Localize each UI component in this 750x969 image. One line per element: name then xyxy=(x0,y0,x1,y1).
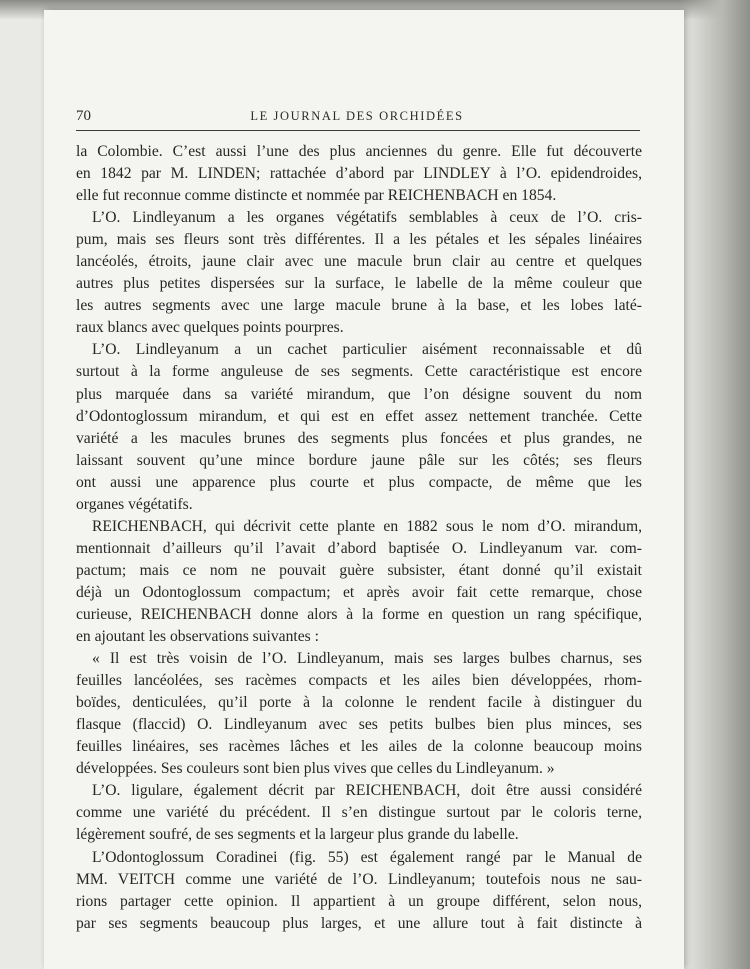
text-line: curieuse, REICHENBACH donne alors à la forme en question un rang spécifique, xyxy=(76,605,642,623)
text-line: d’Odontoglossum mirandum, et qui est en effet assez nettement tranchée. Cette xyxy=(76,407,642,425)
text-line: L’Odontoglossum Coradinei (fig. 55) est également rangé par le Manual de xyxy=(92,848,642,866)
text-line: variété a les macules brunes des segments plus foncées et plus grandes, ne xyxy=(76,429,642,447)
text-line: L’O. Lindleyanum a les organes végétatifs semblables à ceux de l’O. cris- xyxy=(92,209,642,227)
text-line: raux blancs avec quelques points pourpres. xyxy=(76,319,344,337)
text-line: ont aussi une apparence plus courte et plus compacte, de même que les xyxy=(76,473,642,491)
text-line: la Colombie. C’est aussi l’une des plus anciennes du genre. Elle fut découverte xyxy=(76,143,642,160)
text-line: flasque (flaccid) O. Lindleyanum avec ses petits bulbes bien plus minces, ses xyxy=(76,716,642,734)
text-line: laissant souvent qu’une mince bordure jaune pâle sur les côtés; ses fleurs xyxy=(76,451,642,469)
scan-right-shadow xyxy=(680,0,750,969)
text-line: organes végétatifs. xyxy=(76,495,193,513)
text-line: feuilles lancéolées, ses racèmes compacts et les ailes bien développées, rhom- xyxy=(76,672,642,690)
text-line: boïdes, denticulées, qu’il porte à la colonne le rendent facile à distinguer du xyxy=(76,694,642,712)
text-line: plus marquée dans sa variété mirandum, que l’on désigne souvent du nom xyxy=(76,385,642,403)
text-line: en ajoutant les observations suivantes : xyxy=(76,628,319,646)
text-line: mentionnait d’ailleurs qu’il l’avait d’abord baptisée O. Lindleyanum var. com- xyxy=(76,539,642,557)
text-line: légèrement soufré, de ses segments et la largeur plus grande du labelle. xyxy=(76,826,519,844)
text-line: surtout à la forme anguleuse de ses segments. Cette caractéristique est encore xyxy=(76,363,642,381)
text-line: comme une variété du précédent. Il s’en distingue surtout par le coloris terne, xyxy=(76,804,642,822)
text-line: MM. VEITCH comme une variété de l’O. Lindleyanum; toutefois nous ne sau- xyxy=(76,870,642,888)
text-line: lancéolés, étroits, jaune clair avec une macule brun clair au centre et quelques xyxy=(76,253,642,271)
text-line: feuilles linéaires, ses racèmes lâches et les ailes de la colonne beaucoup moins xyxy=(76,738,642,756)
page-number: 70 xyxy=(76,108,91,124)
text-line: REICHENBACH, qui décrivit cette plante en 1882 sous le nom d’O. mirandum, xyxy=(92,517,642,535)
header-rule xyxy=(76,130,640,131)
text-line: par ses segments beaucoup plus larges, et une allure tout à fait distincte à xyxy=(76,914,642,932)
text-line: développées. Ses couleurs sont bien plus vives que celles du Lindleyanum. » xyxy=(76,760,555,778)
text-line: pum, mais ses fleurs sont très différentes. Il a les pétales et les sépales linéaires xyxy=(76,231,642,249)
text-line: les autres segments avec une large macule brune à la base, et les lobes laté- xyxy=(76,297,642,315)
text-line: déjà un Odontoglossum compactum; et après avoir fait cette remarque, chose xyxy=(76,583,642,601)
running-title: LE JOURNAL DES ORCHIDÉES xyxy=(250,109,464,123)
text-line: L’O. Lindleyanum a un cachet particulier aisément reconnaissable et dû xyxy=(92,341,642,359)
text-line: pactum; mais ce nom ne pouvait guère subsister, étant donné qu’il existait xyxy=(76,561,642,579)
text-line: en 1842 par M. LINDEN; rattachée d’abord par LINDLEY à l’O. epidendroides, xyxy=(76,165,642,183)
text-line: « Il est très voisin de l’O. Lindleyanum, mais ses larges bulbes charnus, ses xyxy=(92,650,642,668)
page-header xyxy=(76,106,638,128)
text-line: autres plus petites dispersées sur la surface, le labelle de la même couleur que xyxy=(76,275,642,293)
text-line: rions partager cette opinion. Il appartient à un groupe différent, selon nous, xyxy=(76,892,642,910)
text-line: elle fut reconnue comme distincte et nommée par REICHENBACH en 1854. xyxy=(76,187,557,205)
text-line: L’O. ligulare, également décrit par REICHENBACH, doit être aussi considéré xyxy=(92,782,642,800)
body-text xyxy=(76,141,642,935)
